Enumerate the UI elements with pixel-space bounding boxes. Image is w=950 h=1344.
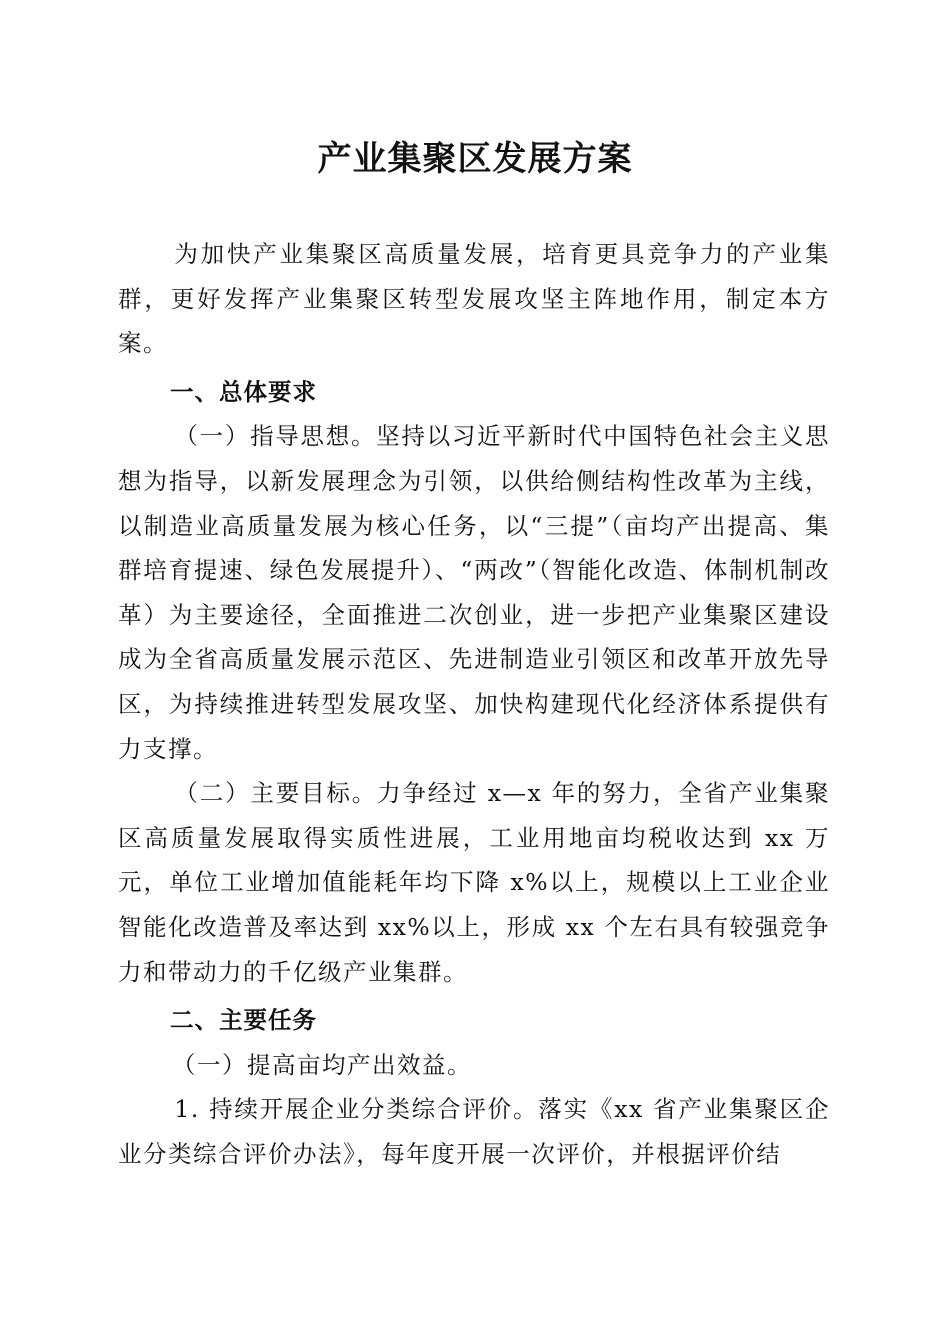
section-heading-general-requirements: 一、总体要求 xyxy=(170,377,317,406)
intro-paragraph: 为加快产业集聚区高质量发展，培育更具竞争力的产业集群，更好发挥产业集聚区转型发展攻坚主阵地作用，制定本方案。 xyxy=(118,240,830,358)
document-title: 产业集聚区发展方案 xyxy=(317,139,633,179)
main-goals-paragraph: （二）主要目标。力争经过 x—x 年的努力，全省产业集聚区高质量发展取得实质性进展，工业用地亩均税收达到 xx 万元，单位工业增加值能耗年均下降 x%以上，规模以上工业企业智能化改造普及率达到 xx%以上，形成 xx 个左右具有较强竞争力和带动力的千亿级产业集群。 xyxy=(118,779,830,986)
subsection-heading-output-efficiency: （一）提高亩均产出效益。 xyxy=(172,1050,472,1079)
document-body xyxy=(118,232,830,1176)
task-1-paragraph: 1. 持续开展企业分类综合评价。落实《xx 省产业集聚区企业分类综合评价办法》，每年度开展一次评价，并根据评价结 xyxy=(118,1095,830,1168)
guiding-ideology-paragraph: （一）指导思想。坚持以习近平新时代中国特色社会主义思想为指导，以新发展理念为引领，以供给侧结构性改革为主线，以制造业高质量发展为核心任务，以“三提”（亩均产出提高、集群培育提速、绿色发展提升）、“两改”（智能化改造、体制机制改革）为主要途径，全面推进二次创业，进一步把产业集聚区建设成为全省高质量发展示范区、先进制造业引领区和改革开放先导区，为持续推进转型发展攻坚、加快构建现代化经济体系提供有力支撑。 xyxy=(118,422,830,763)
section-heading-main-tasks: 二、主要任务 xyxy=(170,1006,317,1035)
